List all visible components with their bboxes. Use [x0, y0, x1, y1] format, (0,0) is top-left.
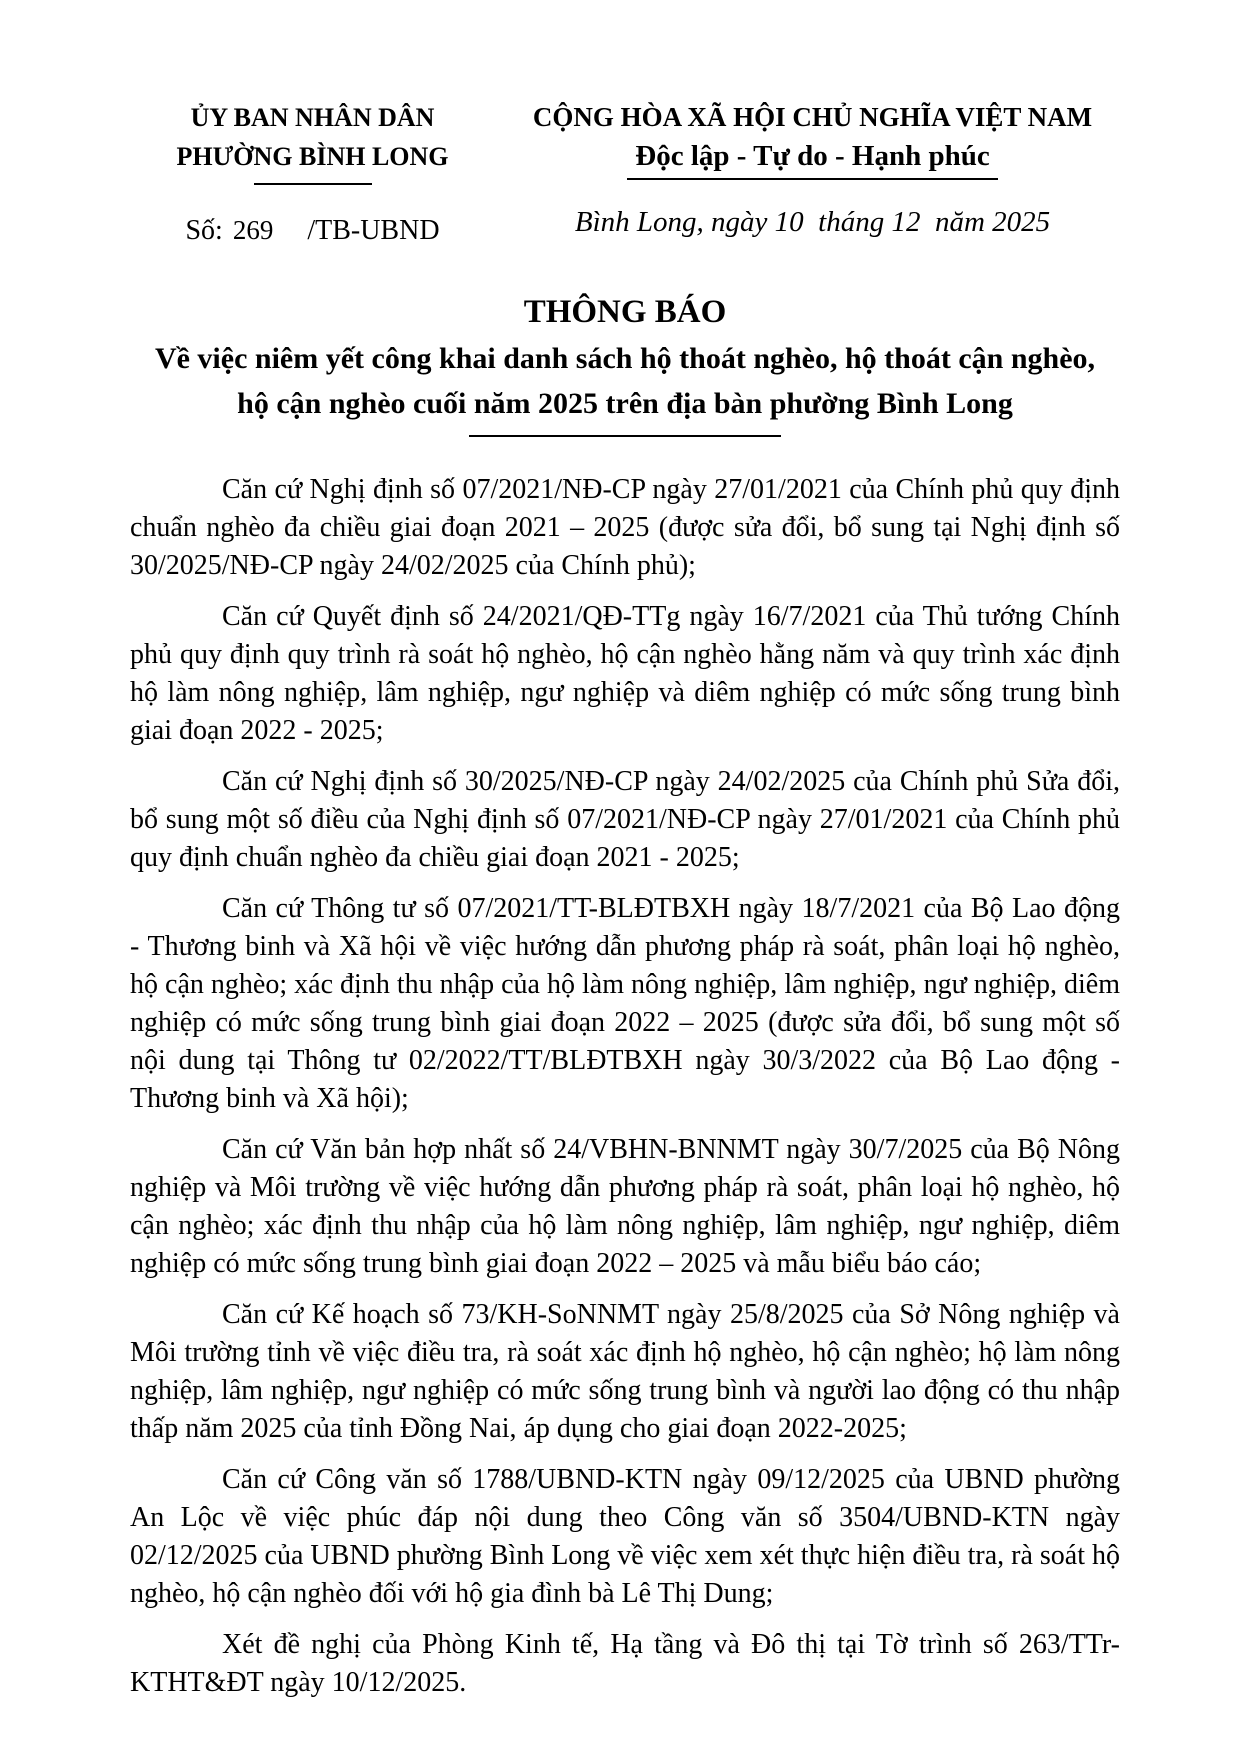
title-block	[130, 291, 1120, 437]
body-paragraph-2: Căn cứ Quyết định số 24/2021/QĐ-TTg ngày 16/7/2021 của Thủ tướng Chính phủ quy định quy trình rà soát hộ nghèo, hộ cận nghèo hằng năm và quy trình xác định hộ làm nông nghiệp, lâm nghiệp, ngư nghiệp và diêm nghiệp có mức sống trung bình giai đoạn 2022 - 2025;	[130, 601, 1120, 746]
body-paragraph-1: Căn cứ Nghị định số 07/2021/NĐ-CP ngày 27/01/2021 của Chính phủ quy định chuẩn nghèo đa chiều giai đoạn 2021 – 2025 (được sửa đổi, bổ sung tại Nghị định số 30/2025/NĐ-CP ngày 24/02/2025 của Chính phủ);	[130, 474, 1120, 581]
title-divider	[469, 435, 781, 437]
document-subject	[130, 336, 1120, 426]
body-paragraph-3: Căn cứ Nghị định số 30/2025/NĐ-CP ngày 24/02/2025 của Chính phủ Sửa đổi, bổ sung một số điều của Nghị định số 07/2021/NĐ-CP ngày 27/01/2021 của Chính phủ quy định chuẩn nghèo đa chiều giai đoạn 2021 - 2025;	[130, 766, 1120, 873]
national-motto-block	[495, 98, 1120, 239]
body-paragraph-5: Căn cứ Văn bản hợp nhất số 24/VBHN-BNNMT ngày 30/7/2025 của Bộ Nông nghiệp và Môi trường về việc hướng dẫn phương pháp rà soát, phân loại hộ nghèo, hộ cận nghèo; xác định thu nhập của hộ làm nông nghiệp, lâm nghiệp, ngư nghiệp, diêm nghiệp có mức sống trung bình giai đoạn 2022 – 2025 và mẫu biểu báo cáo;	[130, 1134, 1120, 1279]
document-body	[130, 471, 1120, 1702]
issuing-authority-line2: PHƯỜNG BÌNH LONG	[176, 142, 449, 171]
body-paragraph-6: Căn cứ Kế hoạch số 73/KH-SoNNMT ngày 25/8/2025 của Sở Nông nghiệp và Môi trường tỉnh về việc điều tra, rà soát xác định hộ nghèo, hộ cận nghèo; hộ làm nông nghiệp, lâm nghiệp, ngư nghiệp có mức sống trung bình và người lao động có thu nhập thấp năm 2025 của tỉnh Đồng Nai, áp dụng cho giai đoạn 2022-2025;	[130, 1299, 1120, 1444]
document-number-suffix: /TB-UBND	[307, 215, 440, 246]
issuing-authority-line1: ỦY BAN NHÂN DÂN	[190, 103, 435, 132]
national-motto: Độc lập - Tự do - Hạnh phúc	[627, 137, 998, 180]
document-header	[130, 98, 1120, 247]
authority-divider	[254, 183, 372, 185]
body-paragraph-8: Xét đề nghị của Phòng Kinh tế, Hạ tầng và Đô thị tại Tờ trình số 263/TTr-KTHT&ĐT ngày 10/12/2025.	[130, 1629, 1120, 1698]
document-number	[130, 215, 495, 247]
national-title: CỘNG HÒA XÃ HỘI CHỦ NGHĨA VIỆT NAM	[532, 102, 1093, 132]
body-paragraph-7: Căn cứ Công văn số 1788/UBND-KTN ngày 09/12/2025 của UBND phường An Lộc về việc phúc đáp nội dung theo Công văn số 3504/UBND-KTN ngày 02/12/2025 của UBND phường Bình Long về việc xem xét thực hiện điều tra, rà soát hộ nghèo, hộ cận nghèo đối với hộ gia đình bà Lê Thị Dung;	[130, 1464, 1120, 1609]
place-and-date: Bình Long, ngày 10 tháng 12 năm 2025	[574, 206, 1051, 238]
document-subject-line2: hộ cận nghèo cuối năm 2025 trên địa bàn phường Bình Long	[237, 387, 1013, 420]
document-heading: THÔNG BÁO	[523, 294, 727, 330]
document-number-prefix: Số:	[185, 215, 223, 246]
body-paragraph-4: Căn cứ Thông tư số 07/2021/TT-BLĐTBXH ngày 18/7/2021 của Bộ Lao động - Thương binh và Xã hội về việc hướng dẫn phương pháp rà soát, phân loại hộ nghèo, hộ cận nghèo; xác định thu nhập của hộ làm nông nghiệp, lâm nghiệp, ngư nghiệp, diêm nghiệp có mức sống trung bình giai đoạn 2022 – 2025 (được sửa đổi, bổ sung một số nội dung tại Thông tư 02/2022/TT/BLĐTBXH ngày 30/3/2022 của Bộ Lao động - Thương binh và Xã hội);	[130, 893, 1120, 1114]
issuing-authority-block	[130, 98, 495, 247]
document-number-value: 269	[232, 215, 274, 245]
document-subject-line1: Về việc niêm yết công khai danh sách hộ thoát nghèo, hộ thoát cận nghèo,	[154, 342, 1096, 375]
